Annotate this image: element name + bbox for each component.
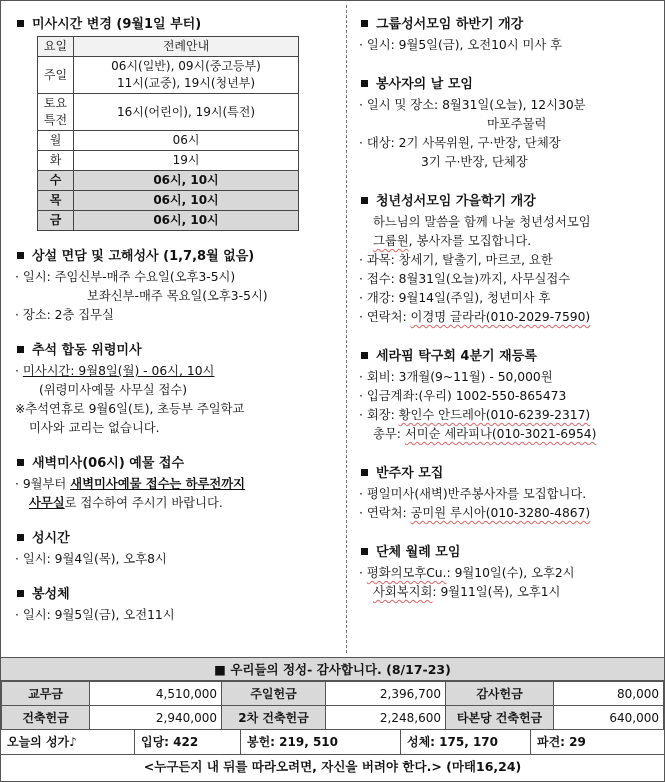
square-bullet-icon [17,534,24,541]
square-bullet-icon [17,20,24,27]
offering-value: 4,510,000 [90,682,222,706]
info-line: · 장소: 2층 집무실 [15,308,114,322]
section-title: 반주자 모집 [359,462,660,481]
info-cell: 16시(어린이), 19시(특전) [74,94,299,131]
table-row [2,682,664,706]
square-bullet-icon [17,252,24,259]
square-bullet-icon [361,80,368,87]
left-column [1,1,346,657]
info-cell: 06시, 10시 [74,211,299,231]
info-line: 마포주물럭 [487,117,547,131]
offering-label: 타본당 건축헌금 [446,706,554,730]
info-cell: 06시, 10시 [74,171,299,191]
info-line: 보좌신부-매주 목요일(오후3-5시) [87,289,268,303]
info-line: 사무실로 접수하여 주시기 바랍니다. [29,496,223,510]
info-line: · 과목: 창세기, 탈출기, 마르코, 요한 [359,253,553,267]
stat-dismissal: 파견: 29 [537,735,586,749]
info-line: 하느님의 말씀을 함께 나눌 청년성서모임 [373,215,591,229]
column-divider [346,5,347,653]
info-line: · 일시: 주임신부-매주 수요일(오후3-5시) [15,270,236,284]
square-bullet-icon [361,20,368,27]
info-line: · 입금계좌:(우리) 1002-550-865473 [359,389,567,403]
volunteer-day-section [359,73,660,172]
offering-label: 건축헌금 [2,706,90,730]
offering-label: 2차 건축헌금 [222,706,326,730]
chuseok-section [15,339,338,438]
info-line: · 회비: 3개월(9~11월) - 50,000원 [359,370,553,384]
day-cell: 월 [38,131,74,151]
header-info: 전례안내 [74,37,299,57]
table-tennis-section [359,345,660,444]
day-cell: 목 [38,191,74,211]
info-line: · 일시: 9월5일(금), 오전10시 미사 후 [359,38,563,52]
section-title: 그룹성서모임 하반기 개강 [359,13,660,32]
square-bullet-icon [17,459,24,466]
first-friday-section [15,583,338,625]
info-line: · 9월부터 새벽미사예물 접수는 하루전까지 [15,477,246,491]
offering-label: 교무금 [2,682,90,706]
section-title: 단체 월례 모임 [359,541,660,560]
info-line: · 회장: 황인수 안드레아(010-6239-2317) [359,408,591,422]
holy-hour-section [15,527,338,569]
stat-offertory: 봉헌: 219, 510 [241,730,401,754]
section-title: 새벽미사(06시) 예물 접수 [15,452,338,471]
section-title: 봉사자의 날 모임 [359,73,660,92]
info-line: · 일시: 9월4일(목), 오후8시 [15,552,167,566]
org-meetings-section [359,541,660,602]
table-header-row [38,37,299,57]
info-line: · 연락처: 공미원 루시아(010-3280-4867) [359,506,591,520]
today-hymn: 오늘의 성가♪ [1,730,135,754]
section-title: 봉성체 [15,583,338,602]
info-line: · 일시: 9월5일(금), 오전11시 [15,608,175,622]
info-line: ※추석연휴로 9월6일(토), 초등부 주일학교 [15,402,245,416]
info-line: 사회복지회: 9월11일(목), 오후1시 [373,585,561,599]
info-cell: 06시, 10시 [74,191,299,211]
header-day: 요일 [38,37,74,57]
section-title: 성시간 [15,527,338,546]
table-row [2,706,664,730]
table-row [38,94,299,131]
section-title: 미사시간 변경 (9월1일 부터) [15,13,338,32]
offering-value: 2,940,000 [90,706,222,730]
stat-entrance: 입당: 422 [135,730,241,754]
dawn-mass-section [15,452,338,513]
info-line: · 일시 및 장소: 8월31일(오늘), 12시30분 [359,98,586,112]
altar-servers-section [359,462,660,523]
day-cell: 토요 특전 [38,94,74,131]
section-title: 청년성서모임 가을학기 개강 [359,190,660,209]
day-cell: 수 [38,171,74,191]
info-line: · 대상: 2기 사목위원, 구·반장, 단체장 [359,136,561,150]
square-bullet-icon [361,197,368,204]
info-line: (위령미사예물 사무실 접수) [39,383,188,397]
offering-area [1,657,664,779]
offering-label: 감사헌금 [446,682,554,706]
info-line: · 미사시간: 9월8일(월) - 06시, 10시 [15,364,215,378]
mass-time-section [15,13,338,231]
offering-title: ■ 우리들의 정성- 감사합니다. (8/17-23) [1,657,664,681]
info-line: · 접수: 8월31일(오늘)까지, 사무실접수 [359,272,571,286]
info-line: 3기 구·반장, 단체장 [421,155,528,169]
info-line: · 평일미사(새벽)반주봉사자를 모집합니다. [359,487,587,501]
group-bible-section [359,13,660,55]
table-row [38,131,299,151]
section-title: 세라핌 탁구회 4분기 재등록 [359,345,660,364]
offering-value: 80,000 [554,682,664,706]
info-line: 미사와 교리는 없습니다. [29,421,160,435]
square-bullet-icon [361,352,368,359]
offering-label: 주일헌금 [222,682,326,706]
stat-communion: 성체: 175, 170 [401,730,531,754]
youth-bible-section [359,190,660,327]
day-cell: 금 [38,211,74,231]
offering-table [1,681,664,730]
right-column [351,1,664,657]
day-cell: 화 [38,151,74,171]
offering-value: 640,000 [554,706,664,730]
table-row [38,171,299,191]
info-cell: 06시(일반), 09시(중고등부) 11시(교중), 19시(청년부) [74,57,299,94]
square-bullet-icon [361,548,368,555]
info-line: · 평화의모후Cu.: 9월10일(수), 오후2시 [359,566,575,580]
square-bullet-icon [17,590,24,597]
info-cell: 06시 [74,131,299,151]
today-stats [1,730,664,755]
info-line: · 연락처: 이경명 글라라(010-2029-7590) [359,310,591,324]
table-row [38,151,299,171]
info-line: 총무: 서미순 세라피나(010-3021-6954) [373,427,597,441]
square-bullet-icon [361,469,368,476]
bible-verse: <누구든지 내 뒤를 따라오려면, 자신을 버려야 한다.> (마태16,24) [143,759,522,774]
table-row [38,57,299,94]
section-title: 상설 면담 및 고해성사 (1,7,8월 없음) [15,245,338,264]
confession-section [15,245,338,325]
offering-value: 2,248,600 [326,706,446,730]
info-line: 그룹원, 봉사자를 모집합니다. [373,234,532,248]
table-row [38,191,299,211]
section-title: 추석 합동 위령미사 [15,339,338,358]
square-bullet-icon [17,346,24,353]
day-cell: 주일 [38,57,74,94]
offering-value: 2,396,700 [326,682,446,706]
info-line: · 개강: 9월14일(주일), 청년미사 후 [359,291,551,305]
mass-schedule-table [37,36,299,231]
table-row [38,211,299,231]
info-cell: 19시 [74,151,299,171]
